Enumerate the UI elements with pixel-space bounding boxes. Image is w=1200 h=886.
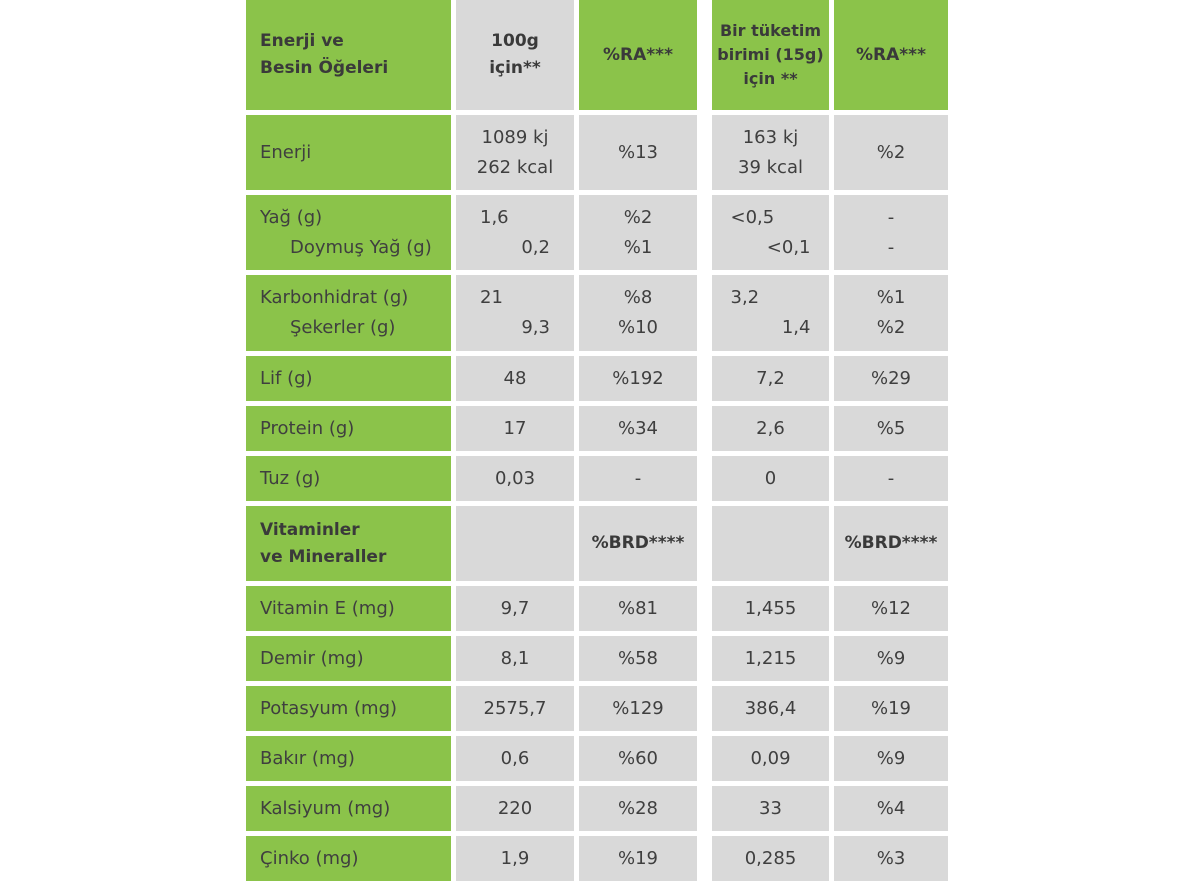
value-per100-main: 17: [503, 417, 527, 439]
header-per100-line1: 100g: [491, 31, 539, 51]
ra-per100-main: %58: [617, 647, 658, 669]
value-per-serving: [712, 195, 829, 270]
value-per-serving-main: 163 kj: [742, 126, 799, 148]
ra-per-serving-main: %3: [876, 847, 906, 869]
value-per100-sub: 262 kcal: [476, 156, 554, 178]
value-per100: [456, 506, 574, 581]
ra-per100: [579, 506, 697, 581]
ra-per100: [579, 406, 697, 451]
value-per-serving: [712, 115, 829, 190]
value-per-serving-main: 386,4: [744, 697, 797, 719]
ra-per100-sub: %10: [617, 317, 658, 338]
header-label: [246, 0, 451, 110]
value-per100: [456, 786, 574, 831]
ra-per100-main: %81: [617, 597, 658, 619]
value-per-serving: [712, 456, 829, 501]
row-label: [246, 506, 451, 581]
ra-per-serving-main: %BRD****: [844, 533, 938, 553]
value-per-serving-main: 0,09: [750, 747, 791, 769]
ra-per-serving-sub: -: [887, 236, 895, 258]
ra-per100: [579, 115, 697, 190]
ra-per-serving: [834, 836, 948, 881]
ra-per100: [579, 636, 697, 681]
row-label-main: Tuz (g): [260, 467, 321, 489]
nutrition-table: [246, 0, 948, 886]
ra-per100-main: %192: [612, 367, 664, 389]
value-per-serving-sub: <0,1: [766, 236, 811, 258]
ra-per-serving-main: %1: [876, 287, 906, 308]
header-ra1: %RA***: [579, 0, 697, 110]
value-per100-main: 48: [503, 367, 527, 389]
ra-per100-main: %13: [617, 141, 658, 163]
value-per100-main: 9,7: [500, 597, 530, 619]
row-label-main: Bakır (mg): [260, 747, 355, 769]
ra-per100-main: -: [634, 467, 642, 489]
ra-per100: [579, 195, 697, 270]
row-label: [246, 586, 451, 631]
value-per100-main: 1,9: [500, 847, 530, 869]
row-label: [246, 736, 451, 781]
ra-per-serving: [834, 636, 948, 681]
value-per-serving: [712, 736, 829, 781]
ra-per100: [579, 736, 697, 781]
value-per-serving: [712, 586, 829, 631]
ra-per-serving-main: %4: [876, 797, 906, 819]
ra-per-serving: [834, 506, 948, 581]
value-per100-main: 0,6: [500, 747, 530, 769]
row-label: [246, 275, 451, 351]
value-per-serving: [712, 786, 829, 831]
value-per100-sub: 9,3: [521, 317, 550, 338]
value-per100: [456, 686, 574, 731]
row-label: [246, 356, 451, 401]
ra-per-serving-main: %2: [876, 141, 906, 163]
header-per-serving-line1: Bir tüketim: [719, 21, 822, 40]
ra-per-serving-main: %9: [876, 747, 906, 769]
ra-per100-main: %BRD****: [591, 533, 685, 553]
ra-per-serving-main: %5: [876, 417, 906, 439]
value-per100: [456, 195, 574, 270]
ra-per-serving-sub: %2: [876, 317, 906, 338]
ra-per-serving: [834, 195, 948, 270]
row-label: [246, 836, 451, 881]
ra-per-serving-main: %29: [870, 367, 911, 389]
header-per-serving-line2: birimi (15g): [717, 45, 824, 64]
value-per-serving-main: <0,5: [730, 206, 775, 228]
value-per100-main: 2575,7: [483, 697, 547, 719]
value-per-serving-main: 0: [764, 467, 777, 489]
ra-per-serving: [834, 686, 948, 731]
header-label-line1: Enerji ve: [260, 31, 344, 51]
value-per100: [456, 406, 574, 451]
value-per-serving: [712, 406, 829, 451]
value-per100: [456, 636, 574, 681]
row-label: [246, 195, 451, 270]
ra-per-serving-main: %12: [870, 597, 911, 619]
row-label: [246, 115, 451, 190]
ra-per-serving-main: -: [887, 467, 895, 489]
value-per-serving-sub: 1,4: [781, 317, 811, 338]
value-per-serving: [712, 836, 829, 881]
value-per-serving: [712, 275, 829, 351]
row-label-main: Karbonhidrat (g): [260, 287, 409, 308]
ra-per100: [579, 275, 697, 351]
ra-per-serving: [834, 406, 948, 451]
row-sublabel: Doymuş Yağ (g): [290, 236, 432, 258]
ra-per-serving-main: %9: [876, 647, 906, 669]
row-label-main: Enerji: [260, 141, 312, 163]
value-per100-main: 1089 kj: [481, 126, 549, 148]
ra-per-serving: [834, 456, 948, 501]
value-per100: [456, 115, 574, 190]
value-per-serving: [712, 686, 829, 731]
value-per100: [456, 356, 574, 401]
ra-per100-main: %28: [617, 797, 658, 819]
header-ra2: %RA***: [834, 0, 948, 110]
row-label-main: Lif (g): [260, 367, 313, 389]
row-label-main: Protein (g): [260, 417, 355, 439]
value-per100-main: 220: [497, 797, 533, 819]
ra-per-serving: [834, 736, 948, 781]
value-per100: [456, 736, 574, 781]
value-per-serving-main: 2,6: [756, 417, 785, 439]
row-label-main: Yağ (g): [260, 206, 323, 228]
ra-per100-main: %60: [617, 747, 658, 769]
ra-per100-main: %19: [617, 847, 658, 869]
value-per100-main: 21: [480, 287, 503, 308]
value-per100: [456, 456, 574, 501]
value-per100-sub: 0,2: [521, 236, 550, 258]
value-per100-main: 8,1: [500, 647, 530, 669]
ra-per100-sub: %1: [623, 236, 653, 258]
ra-per100: [579, 786, 697, 831]
row-sublabel: Şekerler (g): [290, 317, 396, 338]
ra-per-serving: [834, 115, 948, 190]
row-label: [246, 456, 451, 501]
value-per100-pair: [480, 203, 550, 263]
ra-per-serving: [834, 586, 948, 631]
ra-per100-main: %8: [623, 287, 653, 308]
ra-per100: [579, 456, 697, 501]
value-per-serving-main: 7,2: [756, 367, 785, 389]
ra-per-serving: [834, 275, 948, 351]
value-per100-main: 0,03: [494, 467, 536, 489]
value-per100: [456, 836, 574, 881]
ra-per100: [579, 686, 697, 731]
header-label-line2: Besin Öğeleri: [260, 58, 389, 78]
value-per100-main: 1,6: [480, 206, 509, 228]
row-label-main: Vitamin E (mg): [260, 597, 395, 619]
row-label: [246, 786, 451, 831]
ra-per-serving: [834, 786, 948, 831]
ra-per-serving-main: -: [887, 206, 895, 228]
value-per-serving-pair: [731, 203, 811, 263]
ra-per100: [579, 356, 697, 401]
header-per-serving: [712, 0, 829, 110]
ra-per100-main: %2: [623, 206, 653, 228]
header-per100-line2: için**: [489, 58, 541, 78]
row-label: [246, 686, 451, 731]
row-label-main: Potasyum (mg): [260, 697, 398, 719]
ra-per100: [579, 586, 697, 631]
value-per-serving-pair: [731, 283, 811, 343]
ra-per-serving: [834, 356, 948, 401]
value-per-serving-main: 33: [759, 797, 782, 819]
value-per-serving: [712, 356, 829, 401]
value-per-serving: [712, 506, 829, 581]
section-label-line1: Vitaminler: [260, 519, 360, 540]
row-label: [246, 406, 451, 451]
section-label-line2: ve Mineraller: [260, 546, 387, 567]
value-per-serving-main: 0,285: [744, 847, 797, 869]
row-label-main: Demir (mg): [260, 647, 364, 669]
row-label: [246, 636, 451, 681]
value-per-serving-main: 1,455: [744, 597, 797, 619]
row-label-main: Çinko (mg): [260, 847, 359, 869]
value-per-serving-sub: 39 kcal: [738, 156, 803, 178]
ra-per100-main: %129: [612, 697, 664, 719]
value-per-serving-main: 1,215: [744, 647, 797, 669]
ra-per100-main: %34: [617, 417, 658, 439]
value-per100-pair: [480, 283, 550, 343]
header-per-serving-line3: için **: [743, 69, 798, 88]
row-label-main: Kalsiyum (mg): [260, 797, 391, 819]
value-per100: [456, 275, 574, 351]
ra-per100: [579, 836, 697, 881]
value-per-serving-main: 3,2: [730, 287, 760, 308]
value-per100: [456, 586, 574, 631]
header-per100: [456, 0, 574, 110]
ra-per-serving-main: %19: [870, 697, 911, 719]
value-per-serving: [712, 636, 829, 681]
